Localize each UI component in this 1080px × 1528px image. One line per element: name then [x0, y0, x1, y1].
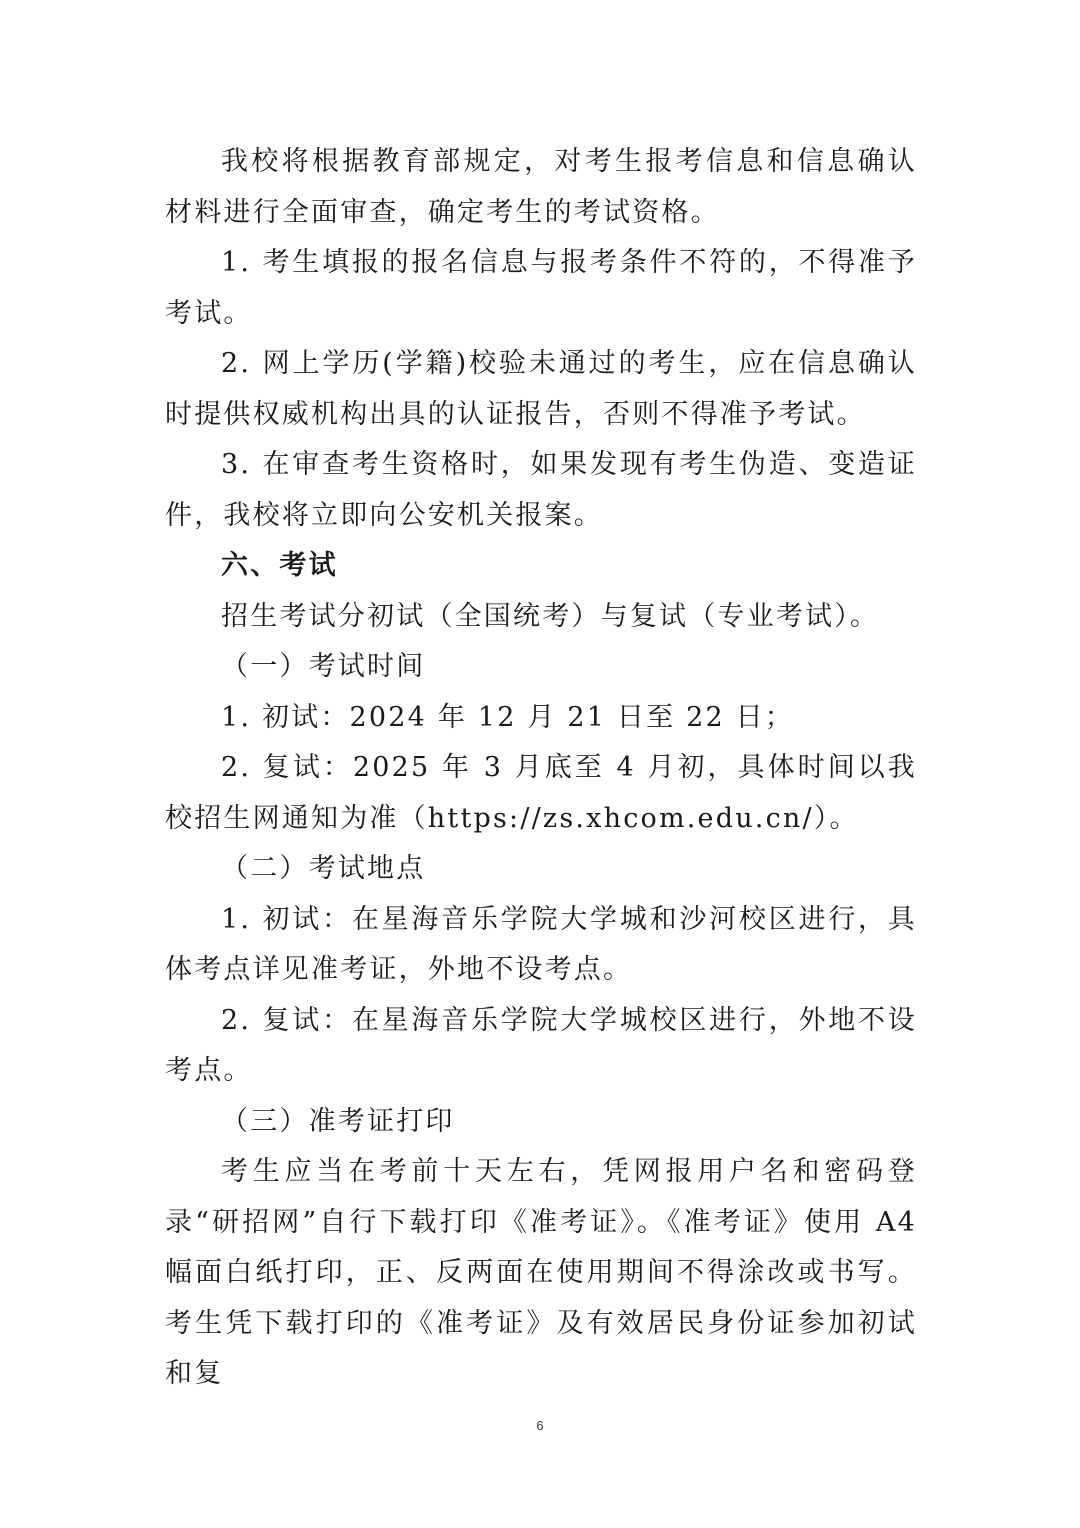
paragraph-retest-location: 2. 复试：在星海音乐学院大学城校区进行，外地不设考点。 — [165, 1004, 917, 1086]
paragraph-item-3-forgery-report: 3. 在审查考生资格时，如果发现有考生伪造、变造证件，我校将立即向公安机关报案。 — [165, 449, 917, 531]
page-number: 6 — [536, 1418, 544, 1433]
paragraph-item-2-education-verification: 2. 网上学历(学籍)校验未通过的考生，应在信息确认时提供权威机构出具的认证报告，否则不得准予考试。 — [165, 348, 917, 430]
paragraph-preliminary-exam-date: 1. 初试：2024 年 12 月 21 日至 22 日； — [221, 701, 795, 733]
paragraph-retest-date: 2. 复试：2025 年 3 月底至 4 月初，具体时间以我校招生网通知为准（https://zs.xhcom.edu.cn/）。 — [165, 752, 917, 834]
section-heading-exam: 六、考试 — [221, 550, 338, 581]
paragraph-qualification-review: 我校将根据教育部规定，对考生报考信息和信息确认材料进行全面审查，确定考生的考试资格。 — [165, 146, 917, 228]
subheading-exam-time: （一）考试时间 — [221, 651, 426, 682]
paragraph-item-1-info-mismatch: 1. 考生填报的报名信息与报考条件不符的，不得准予考试。 — [165, 247, 917, 329]
paragraph-preliminary-exam-location: 1. 初试：在星海音乐学院大学城和沙河校区进行，具体考点详见准考证，外地不设考点。 — [165, 903, 917, 985]
subheading-admission-ticket: （三）准考证打印 — [221, 1105, 455, 1137]
subheading-exam-location: （二）考试地点 — [221, 853, 426, 884]
paragraph-exam-types: 招生考试分初试（全国统考）与复试（专业考试）。 — [221, 600, 880, 632]
paragraph-admission-ticket-printing: 考生应当在考前十天左右，凭网报用户名和密码登录“研招网”自行下载打印《准考证》。《准考证》使用 A4 幅面白纸打印，正、反两面在使用期间不得涂改或书写。考生凭下载打印的《准考证》及有效居民身份证参加初试和复 — [165, 1156, 917, 1389]
document-body — [165, 137, 917, 1400]
